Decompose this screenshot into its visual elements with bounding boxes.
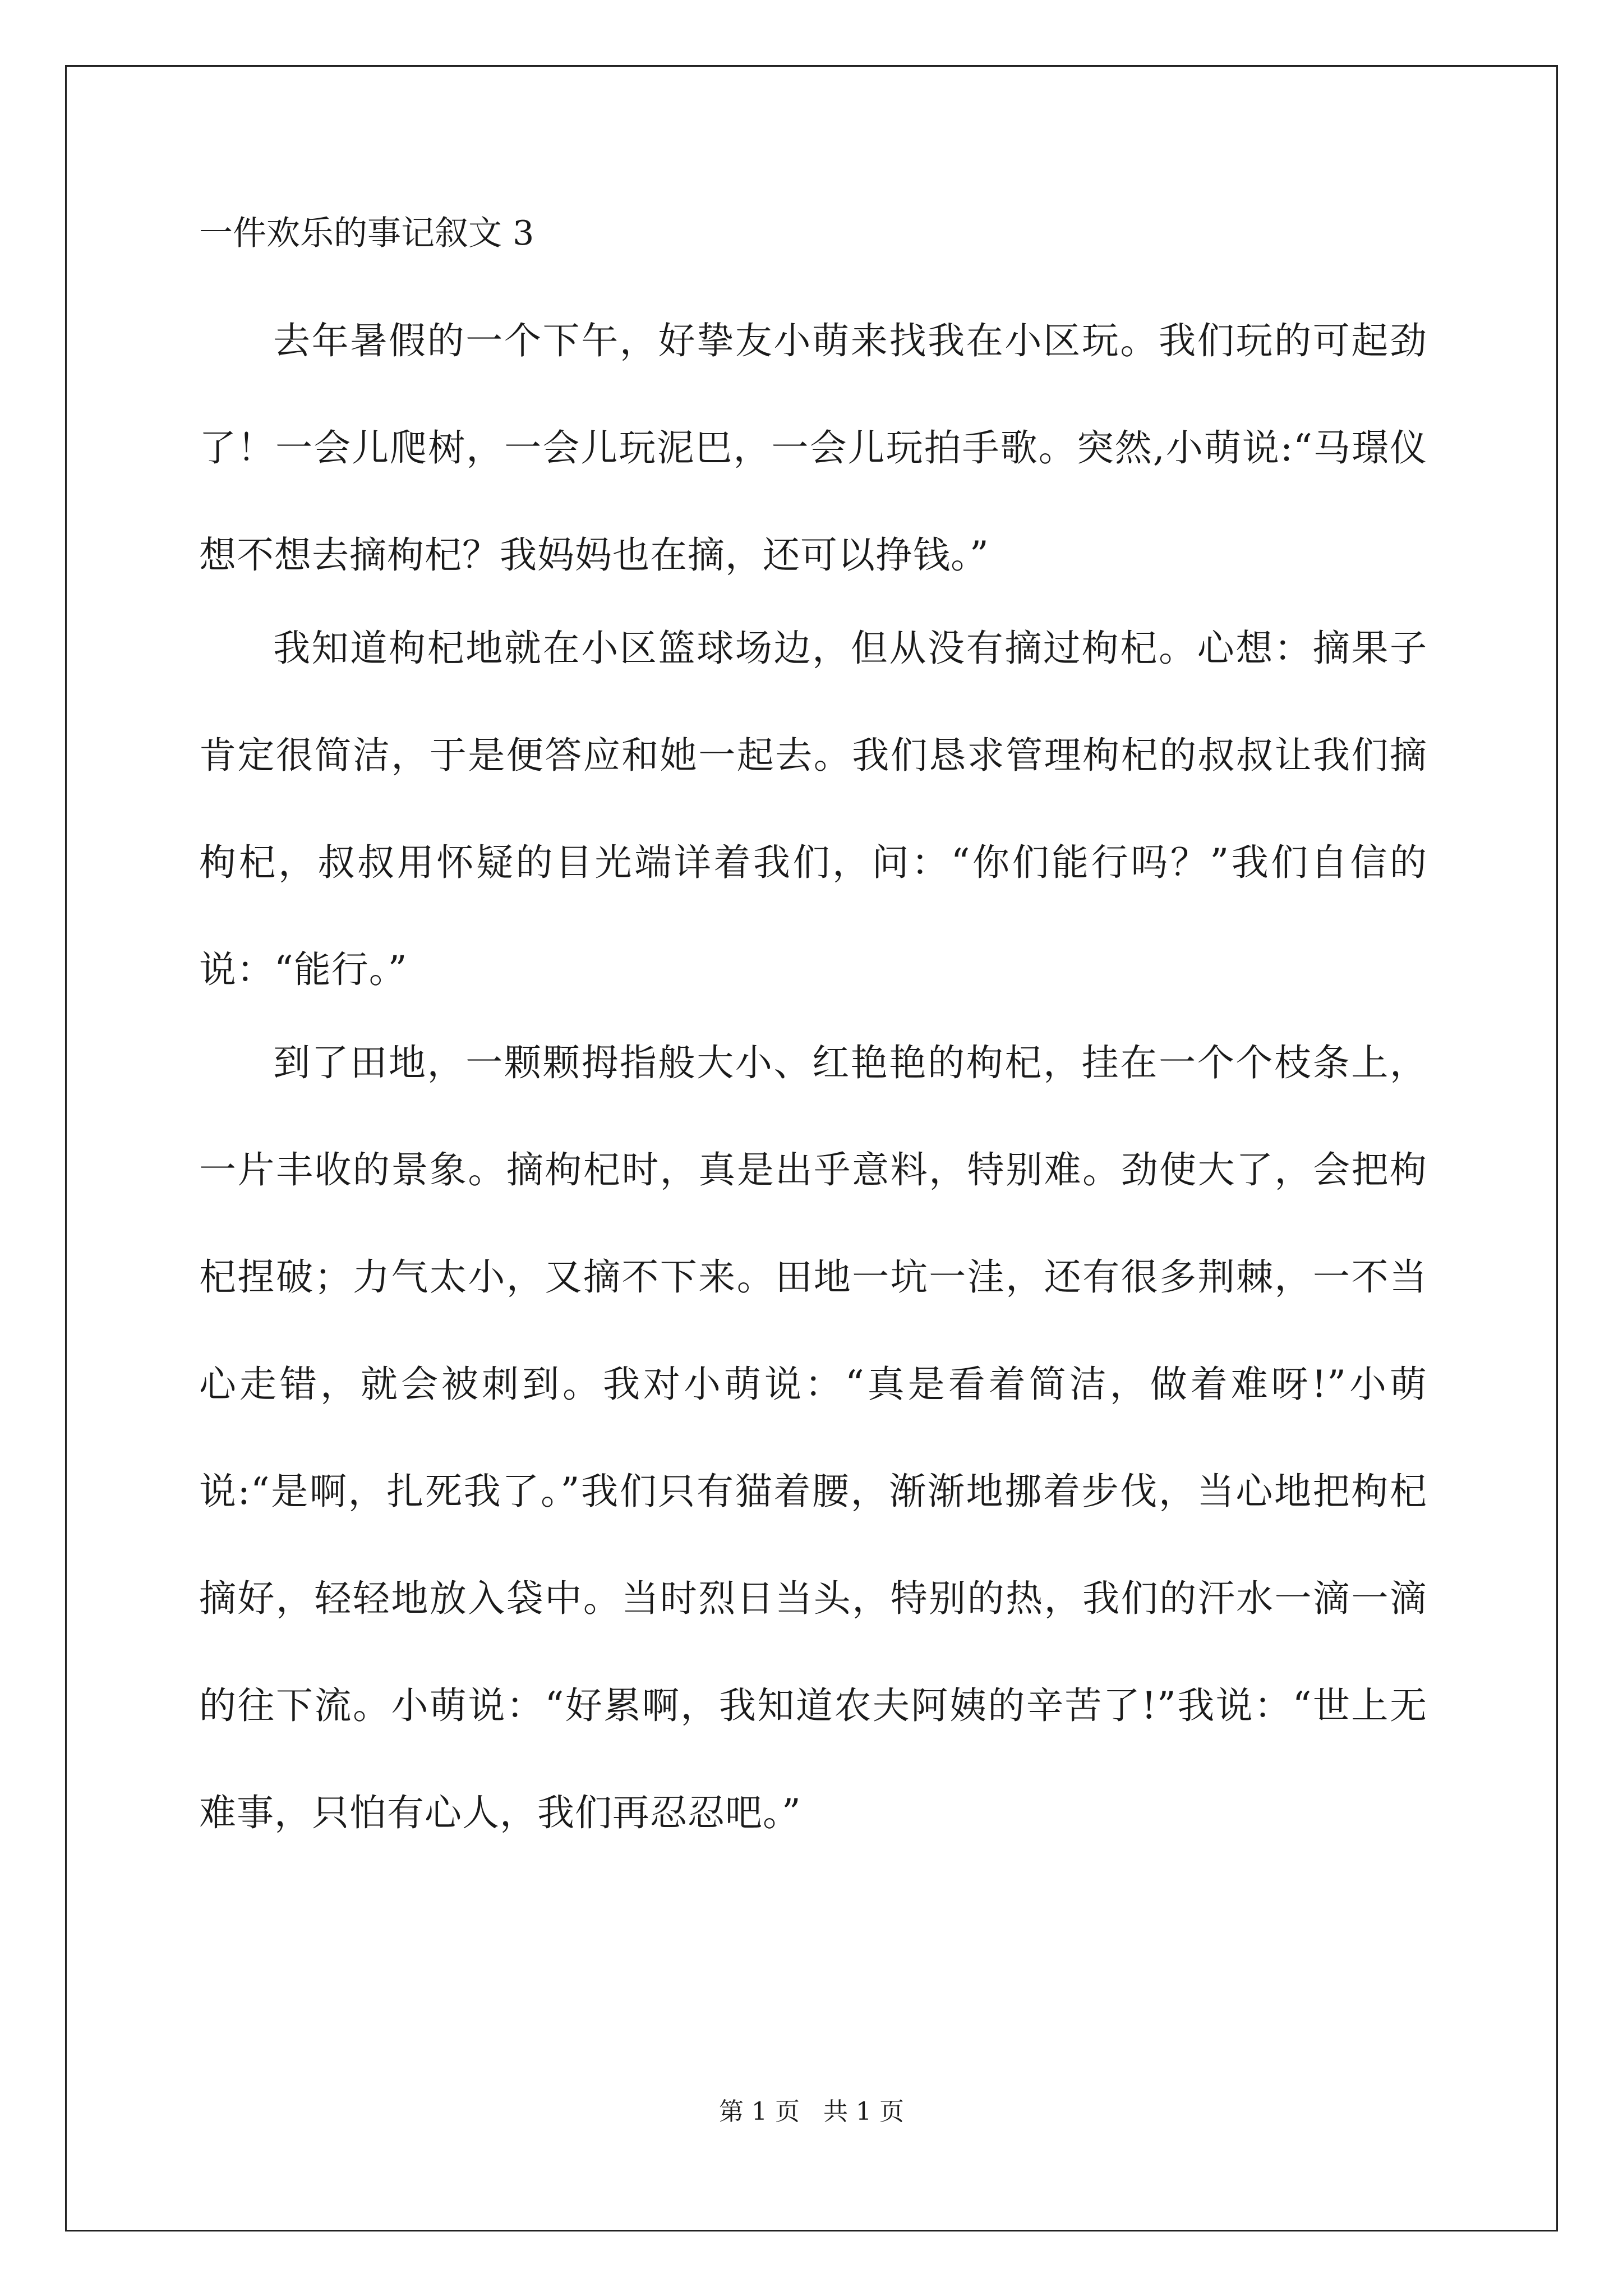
paragraph-3: 到了田地，一颗颗拇指般大小、红艳艳的枸杞，挂在一个个枝条上，一片丰收的景象。摘枸杞时，真是出乎意料，特别难。劲使大了，会把枸杞捏破；力气太小，又摘不下来。田地一坑一洼，还有很多荆棘，一不当心走错，就会被刺到。我对小萌说：“真是看着简洁，做着难呀!”小萌说:“是啊，扎死我了。”我们只有猫着腰，渐渐地挪着步伐，当心地把枸杞摘好，轻轻地放入袋中。当时烈日当头，特别的热，我们的汗水一滴一滴的往下流。小萌说：“好累啊，我知道农夫阿姨的辛苦了!”我说：“世上无难事，只怕有心人，我们再忍忍吧。” [199, 1041, 1427, 1834]
paragraph-1: 去年暑假的一个下午，好挚友小萌来找我在小区玩。我们玩的可起劲了！一会儿爬树，一会儿玩泥巴，一会儿玩拍手歌。突然,小萌说:“马璟仪想不想去摘枸杞？我妈妈也在摘，还可以挣钱。” [199, 319, 1427, 577]
document-title: 一件欢乐的事记叙文 3 [199, 214, 534, 253]
document-body [199, 213, 1427, 1866]
page-footer: 第 1 页 共 1 页 [719, 2097, 904, 2126]
paragraph-2: 我知道枸杞地就在小区篮球场边，但从没有摘过枸杞。心想：摘果子肯定很简洁，于是便答应和她一起去。我们恳求管理枸杞的叔叔让我们摘枸杞，叔叔用怀疑的目光端详着我们，问：“你们能行吗？”我们自信的说：“能行。” [199, 627, 1427, 991]
